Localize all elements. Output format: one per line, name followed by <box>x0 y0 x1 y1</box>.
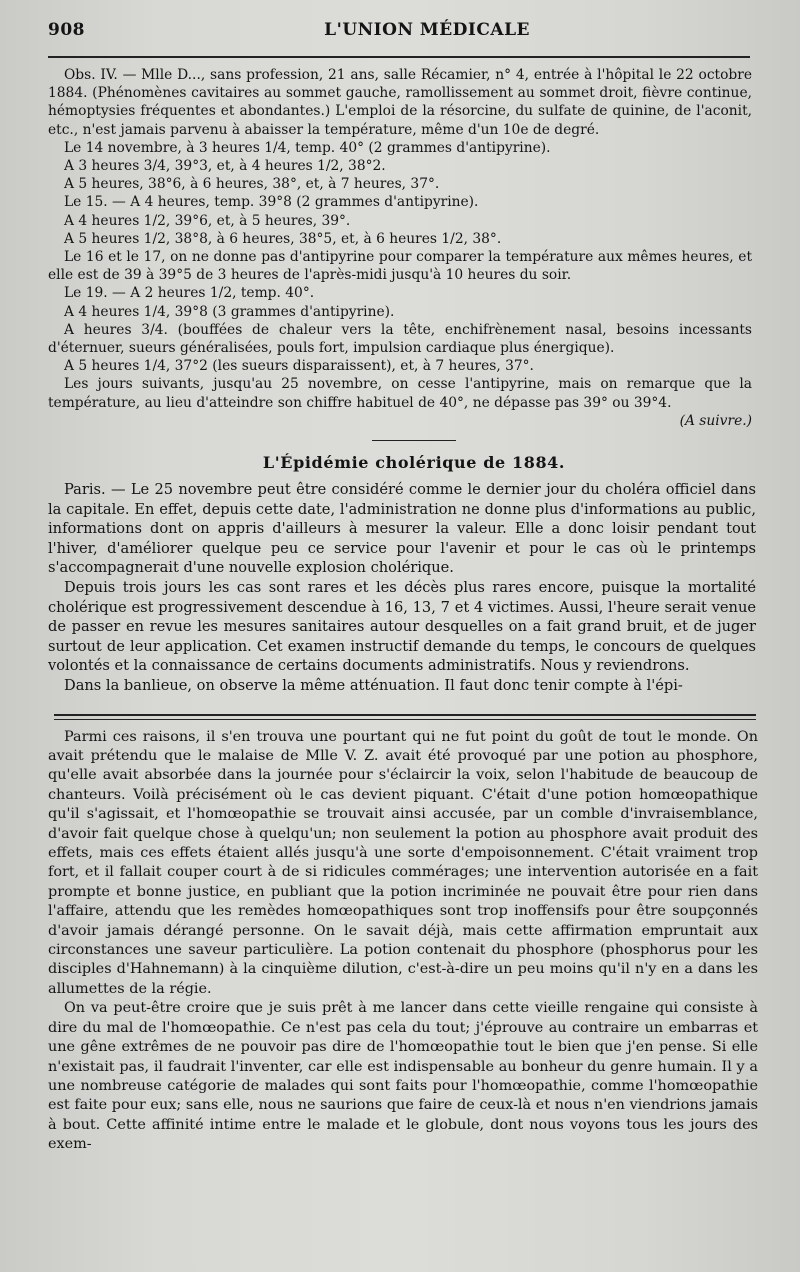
obs-paragraph: A heures 3/4. (bouffées de chaleur vers la tête, enchifrènement nasal, besoins incessants d'éternuer, sueurs généralisées, pouls fort, impulsion cardiaque plus énergique). <box>48 321 752 357</box>
obs-paragraph: Les jours suivants, jusqu'au 25 novembre, on cesse l'antipyrine, mais on remarque que la température, au lieu d'atteindre son chiffre habituel de 40°, ne dépasse pas 39° ou 39°4. <box>48 376 752 411</box>
obs-paragraph: Le 19. — A 2 heures 1/2, temp. 40°. <box>64 285 315 302</box>
observation-section <box>48 66 780 430</box>
page-header <box>48 20 780 56</box>
obs-paragraph: Obs. IV. — Mlle D..., sans profession, 21 ans, salle Récamier, n° 4, entrée à l'hôpital le 22 octobre 1884. (Phénomènes cavitaires au sommet gauche, ramollissement au sommet droit, fièvre continue, hémoptysies fréquentes et abondantes.) L'emploi de la résorcine, du sulfate de quinine, de l'aconit, etc., n'est jamais parvenu à abaisser la température, même d'un 10e de degré. <box>48 67 752 138</box>
obs-paragraph: A 5 heures, 38°6, à 6 heures, 38°, et, à 7 heures, 37°. <box>64 176 440 193</box>
epidemie-paragraph: Dans la banlieue, on observe la même atténuation. Il faut donc tenir compte à l'épi- <box>64 677 683 694</box>
feuilleton-paragraph: On va peut-être croire que je suis prêt à me lancer dans cette vieille rengaine qui consiste à dire du mal de l'homœopathie. Ce n'est pas cela du tout; j'éprouve au contraire un embarras et une gêne extrêmes de ne pouvoir pas dire de l'homœopathie tout le bien que j'en pense. Si elle n'existait pas, il faudrait l'inventer, car elle est indispensable au bonheur du genre humain. Il y a une nombreuse catégorie de malades qui sont faits pour l'homœopathie, comme l'homœopathie est faite pour eux; sans elle, nous ne saurions que faire de ceux-là et nous n'en viendrions jamais à bout. Cette affinité intime entre le malade et le globule, dont nous voyons tous les jours des exem- <box>48 1000 758 1153</box>
obs-paragraph: Le 16 et le 17, on ne donne pas d'antipyrine pour comparer la température aux mêmes heures, et elle est de 39 à 39°5 de 3 heures de l'après-midi jusqu'à 10 heures du soir. <box>48 249 752 284</box>
journal-title: L'UNION MÉDICALE <box>324 20 530 40</box>
obs-paragraph: A 4 heures 1/4, 39°8 (3 grammes d'antipyrine). <box>64 303 395 320</box>
obs-paragraph: A 4 heures 1/2, 39°6, et, à 5 heures, 39°. <box>64 212 351 229</box>
feuilleton-section <box>48 728 780 1155</box>
epidemie-paragraph: Paris. — Le 25 novembre peut être considéré comme le dernier jour du choléra officiel dans la capitale. En effet, depuis cette date, l'administration ne donne plus d'informations au public, informations dont on appris d'ailleurs à mesurer la valeur. Elle a donc loisir pendant tout l'hiver, d'améliorer quelque peu ce service pour l'avenir et pour le cas où le printemps s'accompagnerait d'une nouvelle explosion cholérique. <box>48 481 756 577</box>
feuilleton-rule-thin <box>54 719 756 720</box>
section-separator <box>372 440 456 441</box>
epidemie-paragraph: Depuis trois jours les cas sont rares et les décès plus rares encore, puisque la mortalité cholérique est progressivement descendue à 16, 13, 7 et 4 victimes. Aussi, l'heure serait venue de passer en revue les mesures sanitaires autour desquelles on a fait grand bruit, et de juger surtout de leur application. Cet examen instructif demande du temps, le concours de quelques volontés et la connaissance de certains documents administratifs. Nous y reviendrons. <box>48 579 756 675</box>
header-rule <box>48 56 750 58</box>
obs-paragraph: A 5 heures 1/2, 38°8, à 6 heures, 38°5, et, à 6 heures 1/2, 38°. <box>64 230 502 247</box>
obs-paragraph: Le 14 novembre, à 3 heures 1/4, temp. 40° (2 grammes d'antipyrine). <box>64 139 551 156</box>
obs-paragraph: A 5 heures 1/4, 37°2 (les sueurs disparaissent), et, à 7 heures, 37°. <box>64 358 534 375</box>
feuilleton-paragraph: Parmi ces raisons, il s'en trouva une pourtant qui ne fut point du goût de tout le monde. On avait prétendu que le malaise de Mlle V. Z. avait été provoqué par une potion au phosphore, qu'elle avait absorbée dans la journée pour s'éclaircir la voix, selon l'habitude de beaucoup de chanteurs. Voilà précisément où le cas devient piquant. C'était d'une potion homœopathique qu'il s'agissait, et l'homœopathie se trouvait ainsi accusée, par un comble d'invraisemblance, d'avoir fait quelque chose à quelqu'un; non seulement la potion au phosphore avait produit des effets, mais ces effets étaient allés jusqu'à une sorte d'empoisonnement. C'était vraiment trop fort, et il fallait couper court à de si ridicules commérages; une intervention autorisée en a fait prompte et bonne justice, en publiant que la potion incriminée ne pouvait être pour rien dans l'affaire, attendu que les remèdes homœopathiques sont trop inoffensifs pour être soupçonnés d'avoir jamais dérangé personne. On le savait déjà, mais cette affirmation empruntait aux circonstances une saveur particulière. La potion contenait du phosphore (phosphorus pour les disciples d'Hahnemann) à la cinquième dilution, c'est-à-dire un peu moins qu'il n'y en a dans les allumettes de la régie. <box>48 728 758 997</box>
feuilleton-rule-thick <box>54 714 756 716</box>
epidemie-section <box>48 480 780 696</box>
obs-paragraph: A 3 heures 3/4, 39°3, et, à 4 heures 1/2, 38°2. <box>64 158 386 175</box>
section-title: L'Épidémie cholérique de 1884. <box>262 453 566 473</box>
a-suivre-note: (A suivre.) <box>679 412 752 429</box>
page-number: 908 <box>48 20 85 40</box>
obs-paragraph: Le 15. — A 4 heures, temp. 39°8 (2 grammes d'antipyrine). <box>64 194 479 211</box>
